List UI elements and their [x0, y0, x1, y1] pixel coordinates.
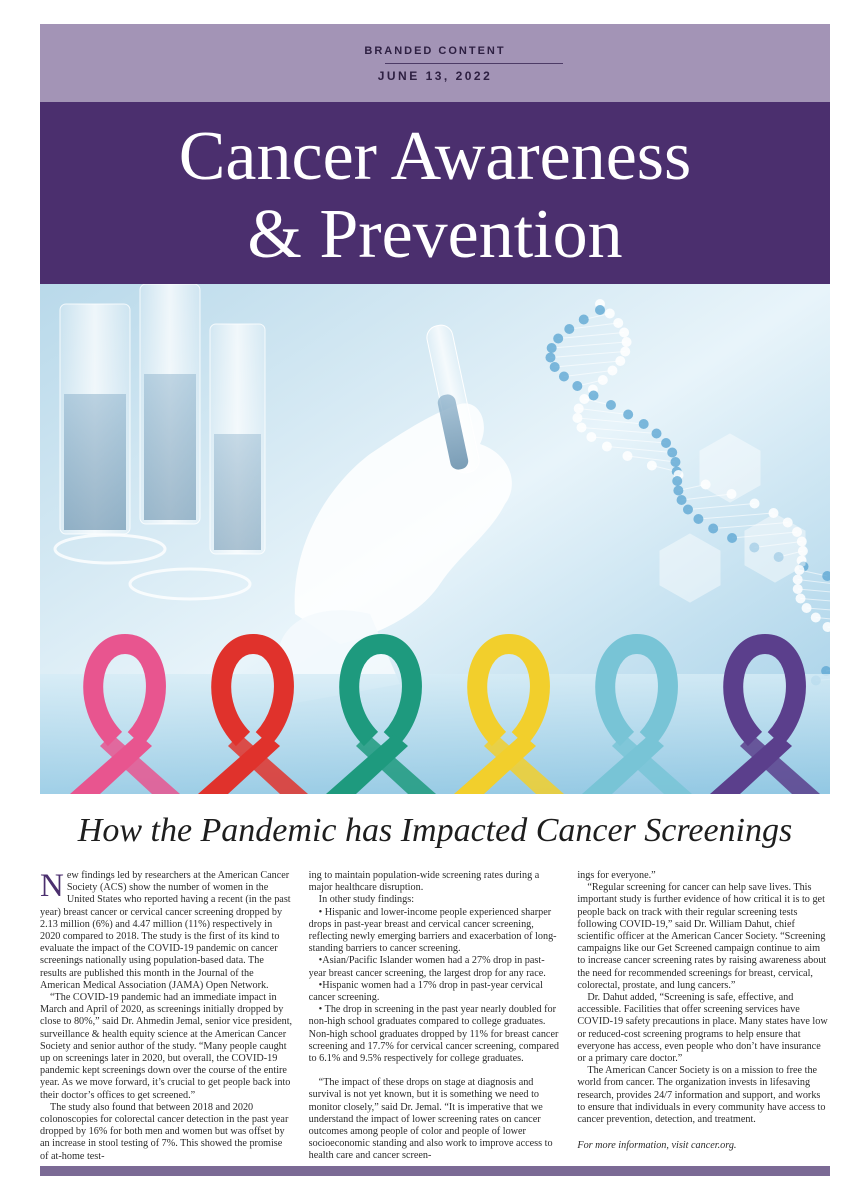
paragraph: ew findings led by researchers at the American Cancer Society (ACS) show the number of women in the United States who reported having a recent (in the past year) breast cancer or cervical cancer screening dropped by 2.13 million (6%) and 4.47 million (11%) respectively in 2020 compared to 2018. The study is the first of its kind to evaluate the impact of the COVID-19 pandemic on cancer screenings nationally using population-based data. The results are published this month in the Journal of the American Medical Association (JAMA) Open Network.: [40, 870, 291, 991]
hero-illustration: [40, 284, 830, 794]
dna-bead: [708, 524, 718, 534]
article-body: [40, 870, 830, 1160]
dna-bead: [547, 343, 557, 353]
branded-banner: [40, 24, 830, 102]
dna-bead: [622, 451, 632, 461]
hero-image: [40, 284, 830, 794]
dna-bead: [619, 328, 629, 338]
bullet-item: • Hispanic and lower-income people experienced sharper drops in past-year breast and cervical cancer screening, reflecting newly emerging barriers and exacerbation of long-standing barriers to cancer screening.: [308, 906, 557, 955]
bullet-item: •Hispanic women had a 17% drop in past-year cervical cancer screening.: [308, 979, 543, 1004]
drop-cap: N: [40, 870, 64, 904]
paragraph: In other study findings:: [318, 894, 415, 906]
bullet-item: • The drop in screening in the past year nearly doubled for non-high school graduates compared to college graduates. Non-high school graduates dropped by 11% for breast cancer screening and 17.7% for cervical cancer screening, compared to 6.1% and 9.5% respectively for college graduates.: [308, 1004, 559, 1065]
dna-bead: [572, 381, 582, 391]
dna-bead: [652, 429, 662, 439]
footer-bar: [40, 1166, 830, 1176]
dna-bead: [750, 499, 760, 509]
dna-bead: [553, 334, 563, 344]
banner-divider: [385, 63, 563, 64]
dna-bead: [579, 315, 589, 325]
dna-bead: [615, 356, 625, 366]
page-title-line-1: Cancer Awareness: [178, 118, 692, 195]
article-column-2: [309, 870, 562, 1160]
dna-bead: [602, 442, 612, 452]
dna-bead: [796, 594, 806, 604]
dna-bead: [545, 353, 555, 363]
dna-bead: [793, 584, 803, 594]
dna-bead: [607, 366, 617, 376]
dna-bead: [683, 505, 693, 515]
dna-bead: [606, 400, 616, 410]
paragraph: “Regular screening for cancer can help save lives. This important study is further evidence of how critical it is to get people back on track with their regular screening tests following COVID-19,” said Dr. William Dahut, chief scientific officer at the American Cancer Society. “Screening campaigns like our Get Screened campaign continue to aim to increase cancer screening rates by raising awareness about the need for recommended screenings for breast, cervical, colorectal, prostate, and lung cancers.”: [577, 882, 827, 991]
dna-bead: [620, 347, 630, 357]
dna-bead: [623, 410, 633, 420]
dna-bead: [598, 375, 608, 385]
paragraph: “The COVID-19 pandemic had an immediate impact in March and April of 2020, as screenings initially dropped by close to 80%,” said Dr. Ahmedin Jemal, senior vice president, surveillance & health equity science at the American Cancer Society and senior author of the study. “Many people caught up on screenings later in 2020, but overall, the COVID-19 pandemic kept screenings down over the course of the entire year. As we move forward, it’s crucial to get people back into their doctor’s offices to get screened.”: [40, 992, 293, 1101]
dna-bead: [677, 495, 687, 505]
dna-bead: [574, 404, 584, 414]
dna-bead: [693, 514, 703, 524]
dna-bead: [673, 486, 683, 496]
paragraph: The study also found that between 2018 and 2020 colonoscopies for colorectal cancer detection in the past year dropped by 16% for both men and women but was offset by an increase in stool testing of 7%. This showed the promise of at-home test-: [40, 1101, 289, 1160]
dna-bead: [661, 438, 671, 448]
article-column-3: [577, 870, 830, 1160]
dna-bead: [586, 432, 596, 442]
dna-bead: [727, 533, 737, 543]
dna-bead: [672, 476, 682, 486]
dna-bead: [572, 413, 582, 423]
article-headline: How the Pandemic has Impacted Cancer Screenings: [77, 812, 793, 849]
more-info-link-text: For more information, visit cancer.org.: [577, 1140, 737, 1152]
dna-bead: [793, 575, 803, 585]
paragraph: ing to maintain population-wide screening rates during a major healthcare disruption.: [308, 870, 540, 894]
dna-bead: [559, 372, 569, 382]
dna-bead: [595, 305, 605, 315]
dna-bead: [613, 318, 623, 328]
dna-bead: [639, 419, 649, 429]
dna-bead: [811, 613, 821, 623]
dna-bead: [577, 423, 587, 433]
dna-bead: [667, 448, 677, 458]
issue-date: JUNE 13, 2022: [377, 69, 493, 83]
title-block: [40, 102, 830, 284]
dna-bead: [670, 457, 680, 467]
paragraph: Dr. Dahut added, “Screening is safe, effective, and accessible. Facilities that offer screening services have COVID-19 safety precautions in place. Many states have low or reduced-cost screening programs to help ensure that everyone has access, even people who don’t have insurance or a primary care doctor.”: [577, 992, 828, 1065]
dna-bead: [605, 309, 615, 319]
dna-bead: [647, 461, 657, 471]
paragraph: The American Cancer Society is on a mission to free the world from cancer. The organization invests in lifesaving research, provides 24/7 information and support, and works to ensure that individuals in every community have access to cancer prevention, detection, and treatment.: [577, 1065, 826, 1126]
branded-content-label: BRANDED CONTENT: [364, 45, 506, 57]
bullet-item: •Asian/Pacific Islander women had a 27% drop in past-year breast cancer screening, the largest drop for any race.: [308, 955, 546, 979]
dna-bead: [622, 337, 632, 347]
dna-bead: [802, 603, 812, 613]
dna-bead: [564, 324, 574, 334]
dna-bead: [550, 362, 560, 372]
paragraph: “The impact of these drops on stage at diagnosis and survival is not yet known, but it is something we need to monitor closely,” said Dr. Jemal. “It is imperative that we understand the impact of lower screening rates on cancer outcomes among people of color and people of lower socioeconomic standing and also work to improve access to health care and cancer screen-: [308, 1077, 553, 1160]
paragraph: ings for everyone.”: [577, 870, 656, 881]
page-title-line-2: & Prevention: [247, 196, 623, 273]
dna-bead: [589, 391, 599, 401]
dna-bead: [579, 394, 589, 404]
article-column-1: [40, 870, 293, 1160]
